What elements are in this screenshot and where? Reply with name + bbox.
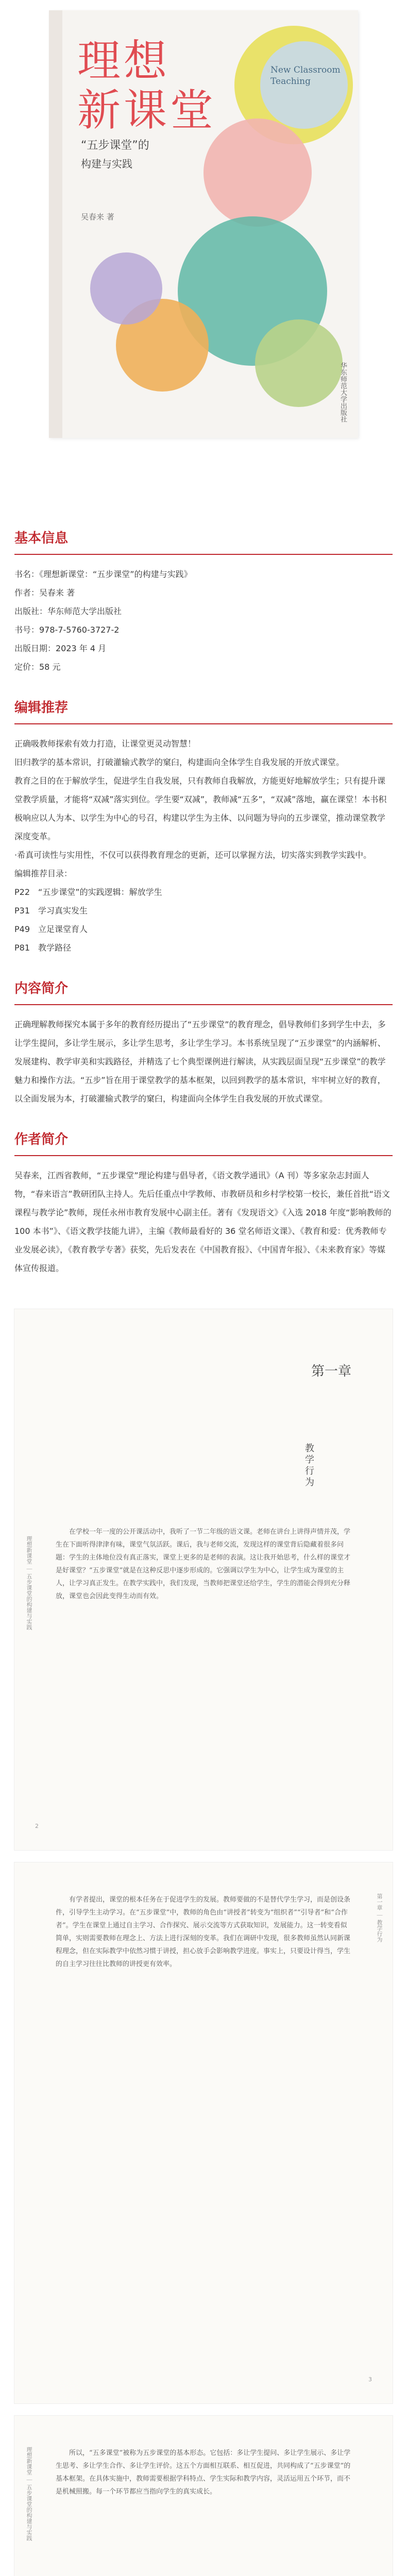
author-section <box>0 1129 407 1278</box>
page-number: 3 <box>368 2376 372 2383</box>
info-line: 出版社：华东师范大学出版社 <box>14 606 122 616</box>
page-number: 2 <box>35 1823 39 1829</box>
cover-subtitle-1: “五步课堂”的 <box>81 139 149 152</box>
info-line: 作者：吴春来 著 <box>14 588 75 598</box>
recommend-paragraph: 教育之目的在于解放学生，促进学生自我发展，只有教师自我解放，方能更好地解放学生；只有提升课堂教学质量，才能将“双减”落实到位。学生要“双减”，教师减“五多”，“双减”落地，赢在课堂！本书积极响应以人为本、以学生为中心的号召，构建以学生为主体、以问题为导向的五步课堂，推动课堂教学深度变革。 <box>14 776 387 841</box>
recommend-paragraph: 旧归教学的基本常识，打破灌输式教学的窠臼，构建面向全体学生自我发展的开放式课堂。 <box>14 757 345 767</box>
info-line: 书号：978-7-5760-3727-2 <box>14 625 120 635</box>
cover-title-line1: 理想 <box>77 36 171 86</box>
cover-subtitle-2: 构建与实践 <box>81 158 132 170</box>
sample-body-text: 在学校一年一度的公开课活动中，我听了一节二年级的语文课。老师在讲台上讲得声情并茂，学生在下面听得津津有味，课堂气氛活跃。课后，我与老师交流，发现这样的课堂背后隐藏着很多问题：学生的主体地位没有真正落实，课堂上更多的是老师的表演。这让我开始思考，什么样的课堂才是好课堂？“五步课堂”就是在这种反思中逐步形成的。它强调以学生为中心，让学生成为课堂的主人，让学习真正发生。在教学实践中，我们发现，当教师把课堂还给学生，学生的潜能会得到充分释放，课堂也会因此变得生动而有效。 <box>56 1528 351 1600</box>
cover-circle-purple <box>90 252 162 325</box>
cover-circle-green <box>255 319 343 407</box>
section-divider <box>14 554 393 555</box>
cover-title <box>77 36 216 135</box>
recommend-section <box>0 697 407 957</box>
author-heading: 作者简介 <box>14 1131 69 1147</box>
sample-pages <box>0 1309 407 2576</box>
recommend-heading: 编辑推荐 <box>14 700 69 715</box>
cover-author: 吴春来 著 <box>81 212 114 222</box>
running-head: 第一章 ｜ 教学行为 <box>376 1893 383 1942</box>
sample-body-text: 所以，“五多课堂”被称为五步课堂的基本形态。它包括：多让学生提问、多让学生展示、多让学生思考、多让学生合作、多让学生评价。这五个方面相互联系、相互促进，共同构成了“五步课堂”的基本框架。在具体实施中，教师需要根据学科特点、学生实际和教学内容，灵活运用五个环节，而不是机械照搬。每一个环节都应当指向学生的真实成长。 <box>56 2449 351 2496</box>
sample-page <box>14 1862 393 2404</box>
recommend-paragraph: 正确吸教师探索有效力打造，让课堂更灵动智慧！ <box>14 739 196 749</box>
recommend-paragraph: ·希真可读性与实用性，不仅可以获得教育理念的更新，还可以掌握方法，切实落实到教学实践中。 <box>14 850 372 860</box>
cover-circle-pink <box>204 118 312 227</box>
sample-page <box>14 2415 393 2576</box>
cover-title-line2: 新课堂 <box>77 85 217 135</box>
info-line: 书名：《理想新课堂：“五步课堂”的构建与实践》 <box>14 569 192 579</box>
cover-title-en: New Classroom Teaching <box>270 65 341 87</box>
cover-spine <box>49 10 62 438</box>
recommend-toc-item: P49 立足课堂育人 <box>14 924 88 934</box>
cover-area <box>0 0 407 515</box>
info-line: 出版日期：2023 年 4 月 <box>14 643 107 653</box>
recommend-toc-item: P22 “五步课堂”的实践逻辑：解放学生 <box>14 887 162 897</box>
info-line: 定价：58 元 <box>14 662 61 672</box>
sample-body-text: 有学者提出，课堂的根本任务在于促进学生的发展。教师要做的不是替代学生学习，而是创设条件，引导学生主动学习。在“五步课堂”中，教师的角色由“讲授者”转变为“组织者”“引导者”和“合作者”。学生在课堂上通过自主学习、合作探究、展示交流等方式获取知识，发展能力。这一转变看似简单，实则需要教师在理念上、方法上进行深刻的变革。我们在调研中发现，很多教师虽然认同新课程理念，但在实际教学中依然习惯于讲授，担心放手会影响教学进度。事实上，只要设计得当，学生的自主学习往往比教师的讲授更有效率。 <box>56 1896 351 1968</box>
basic-info-section <box>0 528 407 676</box>
intro-text: 正确理解教师探究本属于多年的教育经历提出了“五步课堂”的教育理念，倡导教师们多到学生中去，多让学生提问，多让学生展示，多让学生思考，多让学生学习。本书系统呈现了“五步课堂”的内涵解析、发展建构、教学审美和实践路径，并精选了七个典型课例进行解读，从实践层面呈现“五步课堂”的教学魅力和操作方法。“五步”旨在用于课堂教学的基本框架，以回到教学的基本常识，牢牢树立好的教育，以全面发展为本，打破灌输式教学的窠臼，构建面向全体学生自我发展的开放式课堂。 <box>14 1020 386 1104</box>
cover-publisher: 华东师范大学出版社 <box>339 362 347 422</box>
recommend-toc-item: P31 学习真实发生 <box>14 906 88 916</box>
chapter-title: 教学行为 <box>303 1443 314 1488</box>
author-text: 吴春来，江西省教师，“五步课堂”理论构建与倡导者，《语文教学通讯》（A 刊）等多家杂志封面人物，“春来语言”教研团队主持人。先后任重点中学教师、市教研员和乡村学校第一校长，兼任首批“语文课程与教学论”教师，现任永州市教育发展中心副主任。著有《发现语文》《入选 2018 年度“影响教师的 100 本书”》、《语文教学技能九讲》，主编《教师最看好的 36 堂名师语文课》、《教育和爱：优秀教师专业发展必读》，《教育教学专著》获奖，先后发表在《中国教育报》、《中国青年报》、《未来教育家》等媒体宣传报道。 <box>14 1171 392 1273</box>
section-divider <box>14 1155 393 1156</box>
recommend-toc-item: P81 教学路径 <box>14 943 72 953</box>
running-head: 理想新课堂 ｜ 五步课堂的构建与实践 <box>26 1536 32 1630</box>
running-head: 理想新课堂 ｜ 五步课堂的构建与实践 <box>26 2447 32 2541</box>
section-divider <box>14 723 393 724</box>
section-divider <box>14 1004 393 1005</box>
chapter-number: 第一章 <box>311 1364 351 1379</box>
recommend-paragraph: 编辑推荐目录： <box>14 869 73 878</box>
sample-page-chapter <box>14 1309 393 1851</box>
basic-info-heading: 基本信息 <box>14 530 69 546</box>
book-cover <box>49 10 358 438</box>
intro-heading: 内容简介 <box>14 980 69 996</box>
intro-section <box>0 978 407 1108</box>
